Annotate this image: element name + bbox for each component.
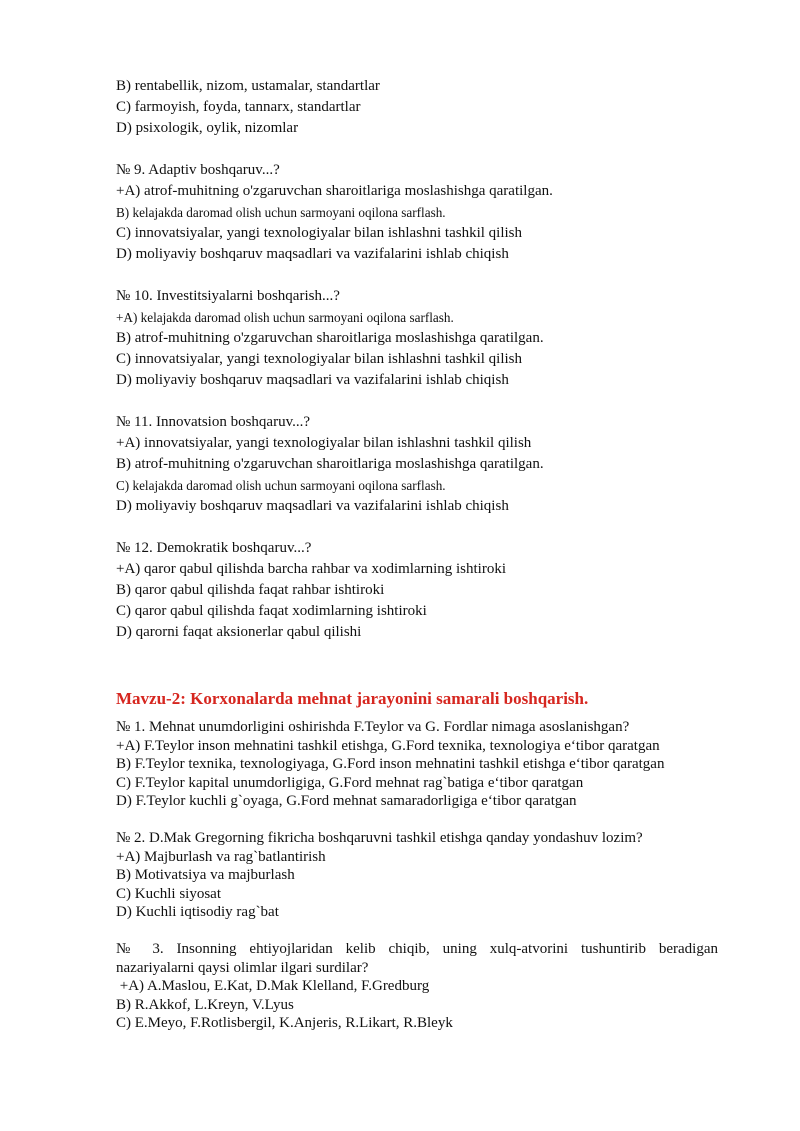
option-c: C) innovatsiyalar, yangi texnologiyalar bilan ishlashni tashkil qilish (116, 225, 523, 241)
question-text: № 2. D.Mak Gregorning fikricha boshqaruvni tashkil etishga qanday yondashuv lozim? (116, 829, 643, 846)
option-d: D) Kuchli iqtisodiy rag`bat (116, 904, 279, 921)
option-b: B) atrof-muhitning o'zgaruvchan sharoitlariga moslashishga qaratilgan. (116, 456, 544, 472)
option-c: C) kelajakda daromad olish uchun sarmoyani oqilona sarflash. (116, 478, 446, 493)
option-c: C) F.Teylor kapital unumdorligiga, G.Ford mehnat rag`batiga e‘tibor qaratgan (116, 774, 584, 791)
option-d: D) qarorni faqat aksionerlar qabul qilishi (116, 624, 362, 640)
question-text: № 11. Innovatsion boshqaruv...? (116, 414, 311, 430)
section2-question-2 (116, 829, 718, 922)
question-text-line-1: № 3. Insonning ehtiyojlaridan kelib chiqib, uning xulq-atvorini tushuntirib beradigan (116, 940, 718, 957)
question-11 (116, 412, 718, 517)
option-b: B) atrof-muhitning o'zgaruvchan sharoitlariga moslashishga qaratilgan. (116, 330, 544, 346)
option-d: D) psixologik, oylik, nizomlar (116, 120, 299, 136)
question-text: № 12. Demokratik boshqaruv...? (116, 540, 312, 556)
question-text: № 1. Mehnat unumdorligini oshirishda F.Teylor va G. Fordlar nimaga asoslanishgan? (116, 719, 630, 735)
option-d: D) F.Teylor kuchli g`oyaga, G.Ford mehnat samaradorligiga e‘tibor qaratgan (116, 793, 577, 810)
question-text: № 10. Investitsiyalarni boshqarish...? (116, 288, 340, 304)
option-c: C) E.Meyo, F.Rotlisbergil, K.Anjeris, R.Likart, R.Bleyk (116, 1015, 453, 1032)
question-8-options (116, 76, 718, 139)
question-12 (116, 538, 718, 643)
question-9 (116, 160, 718, 265)
section2-question-1 (116, 718, 718, 811)
option-a: +A) Majburlash va rag`batlantirish (116, 848, 326, 865)
option-c: C) Kuchli siyosat (116, 885, 221, 902)
option-a: +A) F.Teylor inson mehnatini tashkil etishga, G.Ford texnika, texnologiya e‘tibor qaratgan (116, 737, 660, 754)
option-a: +A) innovatsiyalar, yangi texnologiyalar bilan ishlashni tashkil qilish (116, 435, 532, 451)
section2-question-3 (116, 940, 718, 1033)
option-c: C) farmoyish, foyda, tannarx, standartlar (116, 99, 361, 115)
option-d: D) moliyaviy boshqaruv maqsadlari va vazifalarini ishlab chiqish (116, 246, 509, 262)
option-a: +A) A.Maslou, E.Kat, D.Mak Klelland, F.Gredburg (116, 978, 430, 995)
option-a: +A) atrof-muhitning o'zgaruvchan sharoitlariga moslashishga qaratilgan. (116, 183, 553, 199)
option-b: B) F.Teylor texnika, texnologiyaga, G.Ford inson mehnatini tashkil etishga e‘tibor qaratgan (116, 756, 665, 773)
option-b: B) kelajakda daromad olish uchun sarmoyani oqilona sarflash. (116, 205, 446, 220)
option-c: C) qaror qabul qilishda faqat xodimlarning ishtiroki (116, 603, 427, 619)
option-b: B) rentabellik, nizom, ustamalar, standartlar (116, 78, 380, 94)
option-b: B) R.Akkof, L.Kreyn, V.Lyus (116, 996, 294, 1013)
question-text-line-2: nazariyalarni qaysi olimlar ilgari surdilar? (116, 959, 369, 976)
option-b: B) qaror qabul qilishda faqat rahbar ishtiroki (116, 582, 385, 598)
question-text: № 9. Adaptiv boshqaruv...? (116, 162, 280, 178)
document-page (116, 76, 718, 1033)
option-a: +A) kelajakda daromad olish uchun sarmoyani oqilona sarflash. (116, 310, 454, 325)
option-d: D) moliyaviy boshqaruv maqsadlari va vazifalarini ishlab chiqish (116, 372, 509, 388)
option-c: C) innovatsiyalar, yangi texnologiyalar bilan ishlashni tashkil qilish (116, 351, 523, 367)
option-d: D) moliyaviy boshqaruv maqsadlari va vazifalarini ishlab chiqish (116, 498, 509, 514)
option-a: +A) qaror qabul qilishda barcha rahbar va xodimlarning ishtiroki (116, 561, 507, 577)
option-b: B) Motivatsiya va majburlash (116, 867, 295, 884)
section-title: Mavzu-2: Korxonalarda mehnat jarayonini samarali boshqarish. (116, 689, 589, 708)
question-10 (116, 286, 718, 391)
